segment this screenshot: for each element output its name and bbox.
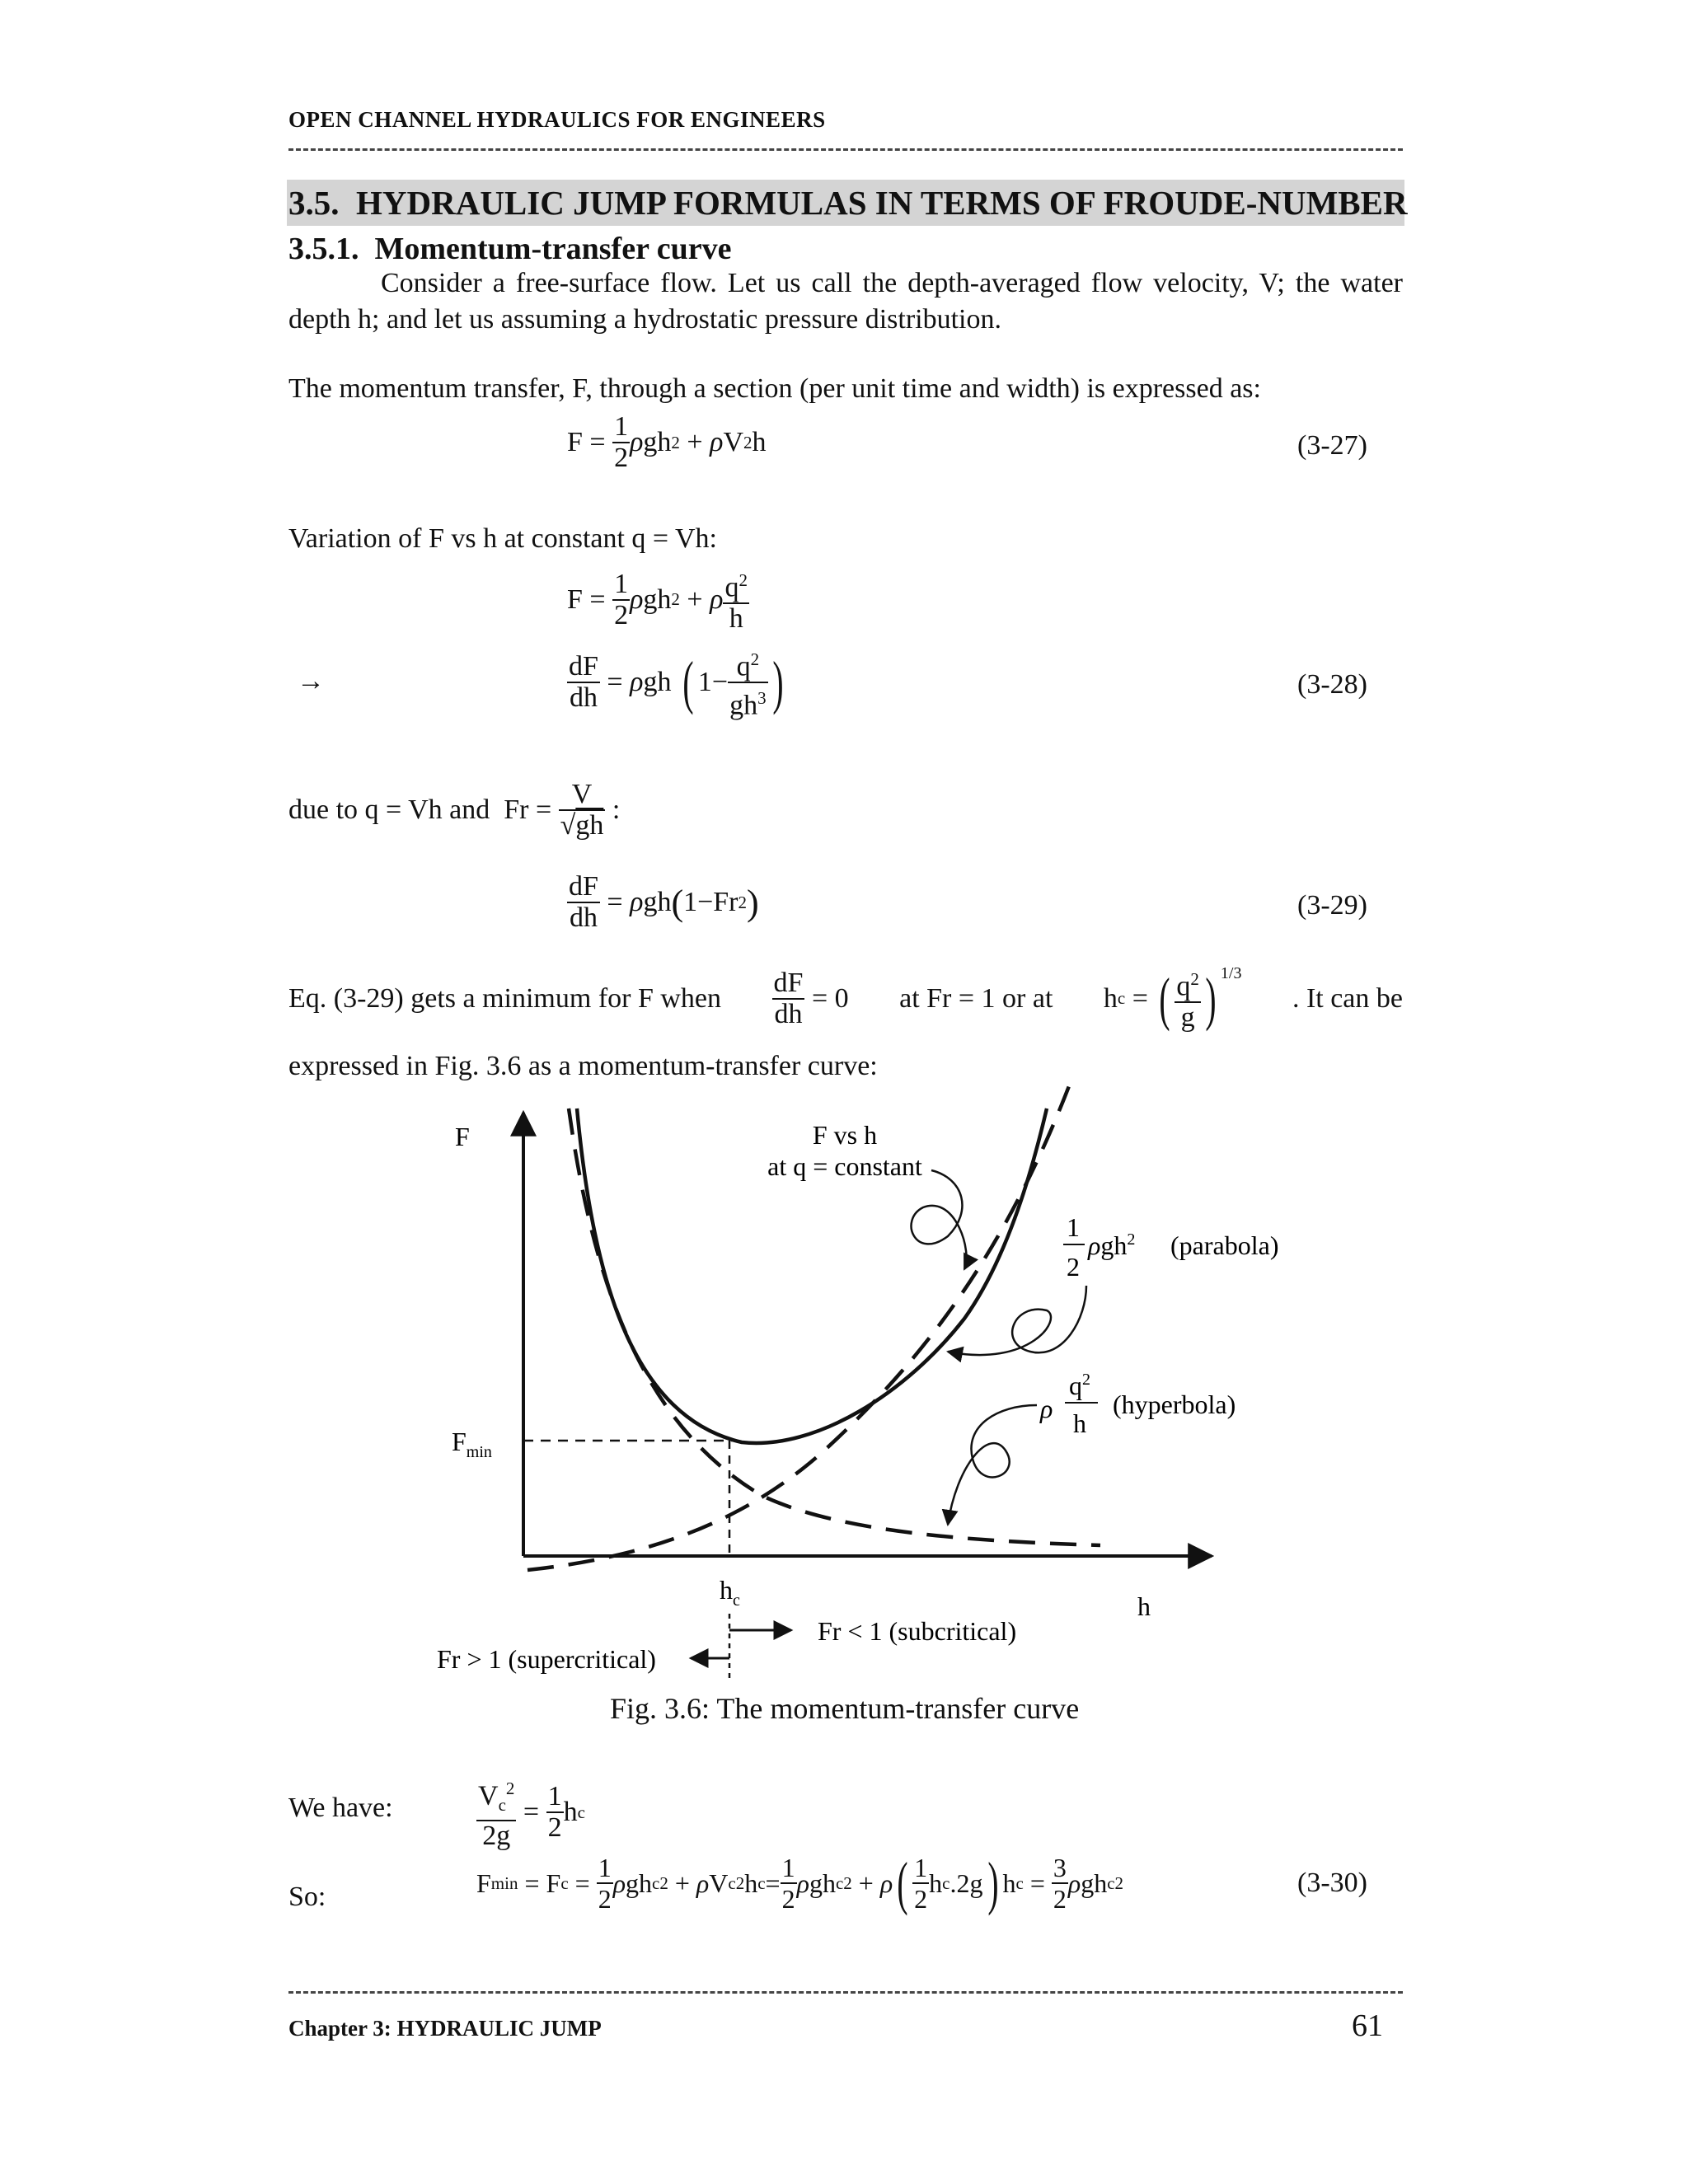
equation-number-3-28: (3-28) — [1297, 669, 1367, 700]
equation-critical-velocity: $\frac{V_c^2}{2g}$ = $\frac{1}{2}$ h c — [476, 1774, 585, 1851]
froude-intro-text: due to q = Vh and — [288, 794, 490, 825]
y-axis-label: F — [455, 1122, 470, 1151]
footer-chapter: Chapter 3: HYDRAULIC JUMP — [288, 2016, 602, 2041]
svg-text:(parabola): (parabola) — [1170, 1230, 1279, 1260]
svg-text:h: h — [1073, 1408, 1086, 1438]
header-rule — [288, 148, 1403, 151]
equation-3-27: F = $\frac{1}{2}$ ρ gh 2 + ρ V 2 h — [567, 411, 767, 473]
svg-text:2: 2 — [1067, 1252, 1080, 1282]
svg-text:ρ: ρ — [1040, 1394, 1053, 1423]
paragraph-intro: Consider a free-surface flow. Let us call the depth-averaged flow velocity, V; the water depth h; and let us assuming a hydrostatic pressure distribution. — [288, 268, 1403, 335]
so-label: So: — [288, 1882, 326, 1912]
equation-number-3-30: (3-30) — [1297, 1868, 1367, 1898]
paragraph-momentum: The momentum transfer, F, through a section (per unit time and width) is expressed as: — [288, 373, 1261, 404]
minimum-text-c: . It can be — [1292, 982, 1403, 1014]
section-number: 3.5. — [288, 184, 340, 222]
momentum-transfer-figure — [412, 1071, 1401, 1731]
svg-text:q2: $q^2$ — [1069, 1371, 1090, 1400]
equation-3-29: $\frac{dF}{dh}$ = ρ gh ( 1−Fr 2 ) — [569, 871, 759, 933]
equation-number-3-27: (3-27) — [1297, 430, 1367, 461]
page-number: 61 — [1352, 2008, 1383, 2043]
section-heading — [288, 183, 1408, 223]
implies-arrow: → — [297, 666, 325, 696]
svg-text:1: 1 — [1067, 1212, 1080, 1242]
equation-number-3-29: (3-29) — [1297, 890, 1367, 921]
minimum-text-a: Eq. (3-29) gets a minimum for F when — [288, 982, 722, 1014]
parabola-label — [1063, 1212, 1278, 1282]
supercritical-label: Fr > 1 (supercritical) — [437, 1644, 656, 1674]
paragraph-minimum: Eq. (3-29) gets a minimum for F when $\frac{dF}{dh}$ = 0 at Fr = 1 or at h c = ( $\frac{q^2}{g}$ ) 1/3 . It can be — [288, 964, 1403, 1033]
hyperbola-label-pointer — [948, 1405, 1037, 1525]
svg-text:ρgh2: ρgh$^2$ — [1088, 1230, 1136, 1260]
minimum-text-b: at Fr = 1 or at — [899, 982, 1053, 1014]
parabola-label-pointer — [948, 1286, 1086, 1355]
curve-label-line2: at q = constant — [767, 1151, 922, 1181]
subsection-heading — [288, 231, 732, 267]
we-have-label: We have: — [288, 1793, 393, 1823]
paragraph-variation: Variation of F vs h at constant q = Vh: — [288, 523, 717, 554]
subsection-number: 3.5.1. — [288, 232, 359, 266]
svg-text:(hyperbola): (hyperbola) — [1113, 1390, 1236, 1419]
froude-definition: due to q = Vh and Fr = $\frac{V}{√gh}$ : — [288, 779, 621, 841]
hc-label: $h_c$ — [720, 1575, 740, 1610]
x-axis-label: h — [1137, 1591, 1151, 1621]
running-header: OPEN CHANNEL HYDRAULICS FOR ENGINEERS — [288, 107, 826, 132]
subsection-title: Momentum-transfer curve — [374, 232, 732, 266]
equation-3-28: $\frac{dF}{dh}$ = ρ gh ( 1− $\frac{q^2}{gh^3}$ ) — [567, 644, 788, 721]
footer-rule — [288, 1991, 1403, 1994]
figure-caption: Fig. 3.6: The momentum-transfer curve — [610, 1692, 1080, 1725]
curve-label-pointer — [912, 1170, 967, 1269]
subcritical-label: Fr < 1 (subcritical) — [818, 1616, 1017, 1646]
fmin-label: $F_{min}$ — [452, 1427, 492, 1461]
section-title: HYDRAULIC JUMP FORMULAS IN TERMS OF FROUDE-NUMBER — [356, 184, 1408, 222]
equation-f-of-h: F = $\frac{1}{2}$ ρ gh 2 + ρ $\frac{q^2}{h}$ — [567, 565, 749, 634]
curve-label-line1: F vs h — [812, 1120, 878, 1150]
hyperbola-label — [1039, 1371, 1236, 1438]
paragraph-figure-intro: expressed in Fig. 3.6 as a momentum-transfer curve: — [288, 1051, 878, 1081]
equation-3-30: F min = F c = $\frac{1}{2}$ ρ gh c 2 + ρ V c 2 h c = $\frac{1}{2}$ ρ gh c 2 + ρ ( $\frac{1}{2}$ h c .2g ) h c = $\frac{3}{2}$ ρ gh c 2 — [476, 1850, 1124, 1916]
